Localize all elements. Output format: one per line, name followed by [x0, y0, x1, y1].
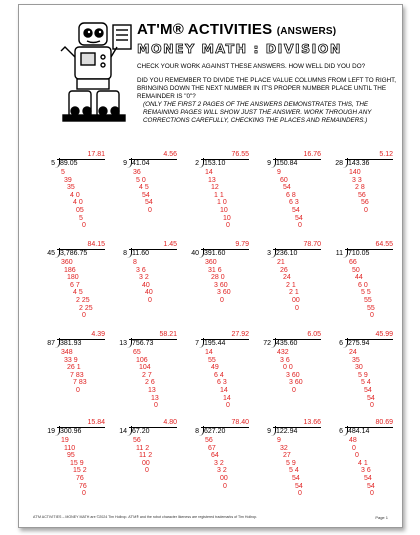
division-problem [117, 151, 189, 241]
dividend: 41.04 [132, 160, 150, 167]
work-step: 2 8 [355, 184, 365, 192]
work-step: 0 0 [283, 364, 293, 372]
work-step: 54 [364, 386, 372, 394]
work-step: 0 [298, 222, 302, 230]
divisor: 8 [123, 250, 127, 257]
quotient-answer: 27.92 [231, 331, 249, 338]
work-step: 65 [133, 349, 141, 356]
work-step: 27 [283, 452, 291, 460]
page-title [137, 21, 336, 38]
quotient-answer: 15.84 [87, 419, 105, 426]
work-step: 13 [148, 386, 156, 394]
work-step: 4 0 [73, 199, 83, 207]
work-step: 2 25 [79, 304, 93, 312]
title-suffix: (ANSWERS) [276, 26, 337, 37]
work-steps [61, 169, 86, 230]
work-steps [133, 259, 153, 305]
division-problem [333, 331, 403, 421]
work-step: 5 [61, 169, 65, 176]
work-step: 348 [61, 349, 73, 356]
divisor: 14 [119, 428, 127, 435]
work-steps [277, 259, 300, 312]
work-step: 3 60 [217, 289, 231, 297]
work-step: 55 [208, 356, 216, 364]
quotient-answer: 1.45 [163, 241, 177, 248]
work-steps [349, 349, 375, 410]
work-step: 36 [133, 169, 141, 176]
work-step: 3 60 [214, 281, 228, 289]
work-step: 0 [220, 296, 224, 304]
work-step: 6 0 [358, 281, 368, 289]
instruction-1: CHECK YOUR WORK AGAINST THESE ANSWERS. HOW WELL DID YOU DO? [137, 63, 366, 70]
work-step: 3 60 [289, 379, 303, 387]
work-step: 3 60 [286, 371, 300, 379]
work-step: 9 [277, 169, 281, 176]
dividend: 710.05 [348, 250, 370, 257]
page-number: Page 1 [375, 515, 388, 520]
instruction-2: DID YOU REMEMBER TO DIVIDE THE PLACE VALUE COLUMNS FROM LEFT TO RIGHT, BRINGING DOWN THE NEXT NUMBER IN IT'S PROPER NUMBER PLACE UNTIL THE REMAINDER IS "0"? [137, 77, 397, 100]
work-step: 49 [211, 364, 219, 372]
work-steps [277, 169, 303, 230]
quotient-answer: 58.21 [159, 331, 177, 338]
work-step: 0 [148, 206, 152, 214]
work-step: 186 [64, 266, 76, 274]
quotient-answer: 9.79 [235, 241, 249, 248]
work-step: 1 0 [217, 199, 227, 207]
work-step: 7 83 [73, 379, 87, 387]
work-steps [61, 437, 87, 498]
work-step: 14 [205, 169, 213, 176]
dividend: 435.60 [276, 340, 298, 347]
work-step: 360 [205, 259, 217, 266]
work-step: 64 [211, 452, 219, 460]
work-step: 11 2 [139, 452, 153, 460]
work-steps [349, 259, 375, 320]
division-problem [117, 331, 189, 421]
work-step: 24 [349, 349, 357, 356]
dividend: 122.94 [276, 428, 298, 435]
work-step: 5 9 [286, 459, 296, 467]
quotient-answer: 84.15 [87, 241, 105, 248]
division-problem [189, 151, 261, 241]
work-steps [205, 259, 231, 305]
dividend: 143.36 [348, 160, 370, 167]
divisor: 87 [47, 340, 55, 347]
work-step: 55 [364, 296, 372, 304]
work-step: 3 3 [352, 176, 362, 184]
quotient-answer: 76.55 [231, 151, 249, 158]
dividend: 150.84 [276, 160, 298, 167]
divisor: 9 [267, 160, 271, 167]
work-steps [133, 437, 152, 475]
work-step: 6 4 [214, 371, 224, 379]
division-problem [261, 419, 333, 509]
work-step: 5 5 [361, 289, 371, 297]
work-step: 30 [355, 364, 363, 372]
work-step: 0 [226, 402, 230, 410]
division-problem [117, 241, 189, 331]
work-step: 35 [67, 184, 75, 192]
work-steps [277, 349, 303, 395]
work-step: 56 [361, 199, 369, 207]
work-step: 2 25 [76, 296, 90, 304]
divisor: 3 [267, 250, 271, 257]
work-step: 44 [355, 274, 363, 282]
work-step: 66 [349, 259, 357, 266]
work-step: 28 0 [211, 274, 225, 282]
work-step: 50 [352, 266, 360, 274]
work-step: 48 [349, 437, 357, 444]
dividend: 381.93 [60, 340, 82, 347]
dividend: 275.94 [348, 340, 370, 347]
work-step: 2 1 [289, 289, 299, 297]
work-step: 5 4 [289, 467, 299, 475]
divisor: 11 [335, 250, 343, 257]
quotient-answer: 4.39 [91, 331, 105, 338]
work-step: 67 [208, 444, 216, 452]
work-step: 3 2 [139, 274, 149, 282]
work-step: 0 [223, 482, 227, 490]
divisor: 28 [335, 160, 343, 167]
work-step: 5 9 [358, 371, 368, 379]
work-step: 7 83 [70, 371, 84, 379]
dividend: 756.73 [132, 340, 154, 347]
dividend: 391.60 [204, 250, 226, 257]
work-step: 0 [148, 296, 152, 304]
work-step: 33 9 [64, 356, 78, 364]
divisor: 6 [339, 340, 343, 347]
work-step: 0 [82, 490, 86, 498]
work-step: 2 6 [145, 379, 155, 387]
work-step: 6 3 [289, 199, 299, 207]
work-step: 26 1 [67, 364, 81, 372]
work-steps [349, 437, 375, 498]
quotient-answer: 45.99 [375, 331, 393, 338]
work-step: 0 [226, 222, 230, 230]
division-problem [189, 419, 261, 509]
work-step: 1 1 [214, 191, 224, 199]
divisor: 40 [191, 250, 199, 257]
quotient-answer: 6.05 [307, 331, 321, 338]
division-problem [189, 331, 261, 421]
work-step: 0 [82, 222, 86, 230]
work-step: 2 7 [142, 371, 152, 379]
work-step: 26 [280, 266, 288, 274]
work-step: 110 [64, 444, 76, 452]
divisor: 72 [263, 340, 271, 347]
quotient-answer: 4.80 [163, 419, 177, 426]
work-step: 180 [67, 274, 79, 282]
work-step: 3 2 [214, 459, 224, 467]
work-step: 10 [220, 206, 228, 214]
work-step: 3 6 [136, 266, 146, 274]
dividend: 627.20 [204, 428, 226, 435]
quotient-answer: 5.12 [379, 151, 393, 158]
work-step: 54 [364, 474, 372, 482]
work-step: 00 [292, 296, 300, 304]
work-steps [277, 437, 303, 498]
dividend: 300.96 [60, 428, 82, 435]
work-step: 13 [208, 176, 216, 184]
work-step: 4 5 [139, 184, 149, 192]
divisor: 2 [195, 160, 199, 167]
work-step: 10 [223, 214, 231, 222]
work-step: 15 9 [70, 459, 84, 467]
work-step: 0 [355, 452, 359, 460]
work-step: 3 6 [280, 356, 290, 364]
work-step: 5 [79, 214, 83, 222]
work-step: 5 0 [136, 176, 146, 184]
work-step: 104 [139, 364, 151, 372]
work-step: 9 [277, 437, 281, 444]
divisor: 6 [339, 428, 343, 435]
division-problem [45, 241, 117, 331]
work-step: 00 [142, 459, 150, 467]
work-step: 05 [76, 206, 84, 214]
divisor: 8 [195, 428, 199, 435]
work-step: 32 [280, 444, 288, 452]
work-step: 14 [220, 386, 228, 394]
dividend: 11.60 [132, 250, 149, 257]
work-step: 56 [133, 437, 141, 444]
copyright-footer: AT'M ACTIVITIES – MONEY MATH are ©2024 Tim Hollrop. AT'M® and the robot character likeness are registered trademarks of Tim Hollrop. [33, 515, 258, 519]
quotient-answer: 17.81 [87, 151, 105, 158]
work-step: 40 [145, 289, 153, 297]
work-step: 0 [370, 312, 374, 320]
quotient-answer: 16.76 [303, 151, 321, 158]
work-step: 11 2 [136, 444, 150, 452]
work-step: 106 [136, 356, 148, 364]
quotient-answer: 78.40 [231, 419, 249, 426]
divisor: 9 [123, 160, 127, 167]
work-step: 432 [277, 349, 289, 356]
work-step: 0 [295, 304, 299, 312]
work-step: 31 6 [208, 266, 222, 274]
work-step: 0 [370, 402, 374, 410]
work-step: 0 [364, 206, 368, 214]
divisor: 5 [51, 160, 55, 167]
quotient-answer: 4.56 [163, 151, 177, 158]
work-steps [205, 349, 231, 410]
work-steps [205, 169, 231, 230]
work-step: 6 8 [286, 191, 296, 199]
dividend: 89.05 [60, 160, 78, 167]
work-step: 39 [64, 176, 72, 184]
work-step: 14 [205, 349, 213, 356]
work-step: 3 2 [217, 467, 227, 475]
work-step: 3 6 [361, 467, 371, 475]
dividend: 236.10 [276, 250, 298, 257]
work-step: 54 [367, 394, 375, 402]
division-problem [45, 419, 117, 509]
division-problem [333, 419, 403, 509]
work-step: 21 [277, 259, 285, 266]
work-step: 0 [292, 386, 296, 394]
division-problem [45, 331, 117, 421]
divisor: 7 [195, 340, 199, 347]
instruction-3: (ONLY THE FIRST 2 PAGES OF THE ANSWERS DEMONSTRATES THIS, THE REMAINING PAGES WILL SHOW JUST THE ANSWER. WORK THROUGH ANY CORRECTIONS CAREFULLY, CHECKING THE PLACES AND REMAINDERS.) [143, 101, 372, 124]
worksheet-page [18, 4, 403, 528]
work-step: 56 [205, 437, 213, 444]
work-step: 14 [223, 394, 231, 402]
quotient-answer: 64.55 [375, 241, 393, 248]
work-step: 0 [298, 490, 302, 498]
work-step: 12 [211, 184, 219, 192]
work-step: 0 [370, 490, 374, 498]
work-step: 54 [292, 474, 300, 482]
quotient-answer: 13.66 [303, 419, 321, 426]
division-problem [261, 241, 333, 331]
work-step: 15 2 [73, 467, 87, 475]
work-step: 360 [61, 259, 73, 266]
work-step: 54 [295, 482, 303, 490]
quotient-answer: 78.70 [303, 241, 321, 248]
work-steps [133, 349, 159, 410]
division-problem [189, 241, 261, 331]
title-main: AT'M® ACTIVITIES [137, 21, 273, 38]
work-step: 0 [145, 467, 149, 475]
divisor: 45 [47, 250, 55, 257]
division-problem [45, 151, 117, 241]
work-steps [349, 169, 369, 215]
work-steps [61, 349, 87, 395]
work-step: 8 [133, 259, 137, 266]
work-step: 13 [151, 394, 159, 402]
division-problem [261, 331, 333, 421]
divisor: 19 [47, 428, 55, 435]
work-step: 19 [61, 437, 69, 444]
work-step: 54 [283, 184, 291, 192]
division-problem [117, 419, 189, 509]
work-steps [61, 259, 93, 320]
work-steps [133, 169, 153, 215]
work-step: 54 [142, 191, 150, 199]
divisor: 13 [119, 340, 127, 347]
work-step: 00 [220, 474, 228, 482]
work-step: 24 [283, 274, 291, 282]
work-step: 35 [352, 356, 360, 364]
work-steps [205, 437, 228, 490]
work-step: 4 5 [73, 289, 83, 297]
work-step: 6 7 [70, 281, 80, 289]
work-step: 40 [142, 281, 150, 289]
work-step: 76 [76, 474, 84, 482]
quotient-answer: 80.69 [375, 419, 393, 426]
divisor: 9 [267, 428, 271, 435]
work-step: 54 [295, 214, 303, 222]
work-step: 54 [367, 482, 375, 490]
dividend: 67.20 [132, 428, 150, 435]
robot-mascot-icon [57, 17, 137, 127]
work-step: 4 0 [70, 191, 80, 199]
work-step: 0 [154, 402, 158, 410]
work-step: 76 [79, 482, 87, 490]
work-step: 6 3 [217, 379, 227, 387]
work-step: 0 [76, 386, 80, 394]
work-step: 55 [367, 304, 375, 312]
dividend: 3,786.75 [60, 250, 88, 257]
work-step: 5 4 [361, 379, 371, 387]
dividend: 484.14 [348, 428, 370, 435]
work-step: 95 [67, 452, 75, 460]
work-step: 140 [349, 169, 361, 176]
page-subtitle: MONEY MATH : DIVISION [137, 41, 342, 56]
work-step: 0 [352, 444, 356, 452]
work-step: 54 [292, 206, 300, 214]
division-problem [333, 241, 403, 331]
division-problem [261, 151, 333, 241]
dividend: 153.10 [204, 160, 226, 167]
division-problem [333, 151, 403, 241]
work-step: 0 [82, 312, 86, 320]
work-step: 54 [145, 199, 153, 207]
work-step: 60 [280, 176, 288, 184]
work-step: 56 [358, 191, 366, 199]
dividend: 195.44 [204, 340, 226, 347]
work-step: 4 1 [358, 459, 368, 467]
work-step: 2 1 [286, 281, 296, 289]
